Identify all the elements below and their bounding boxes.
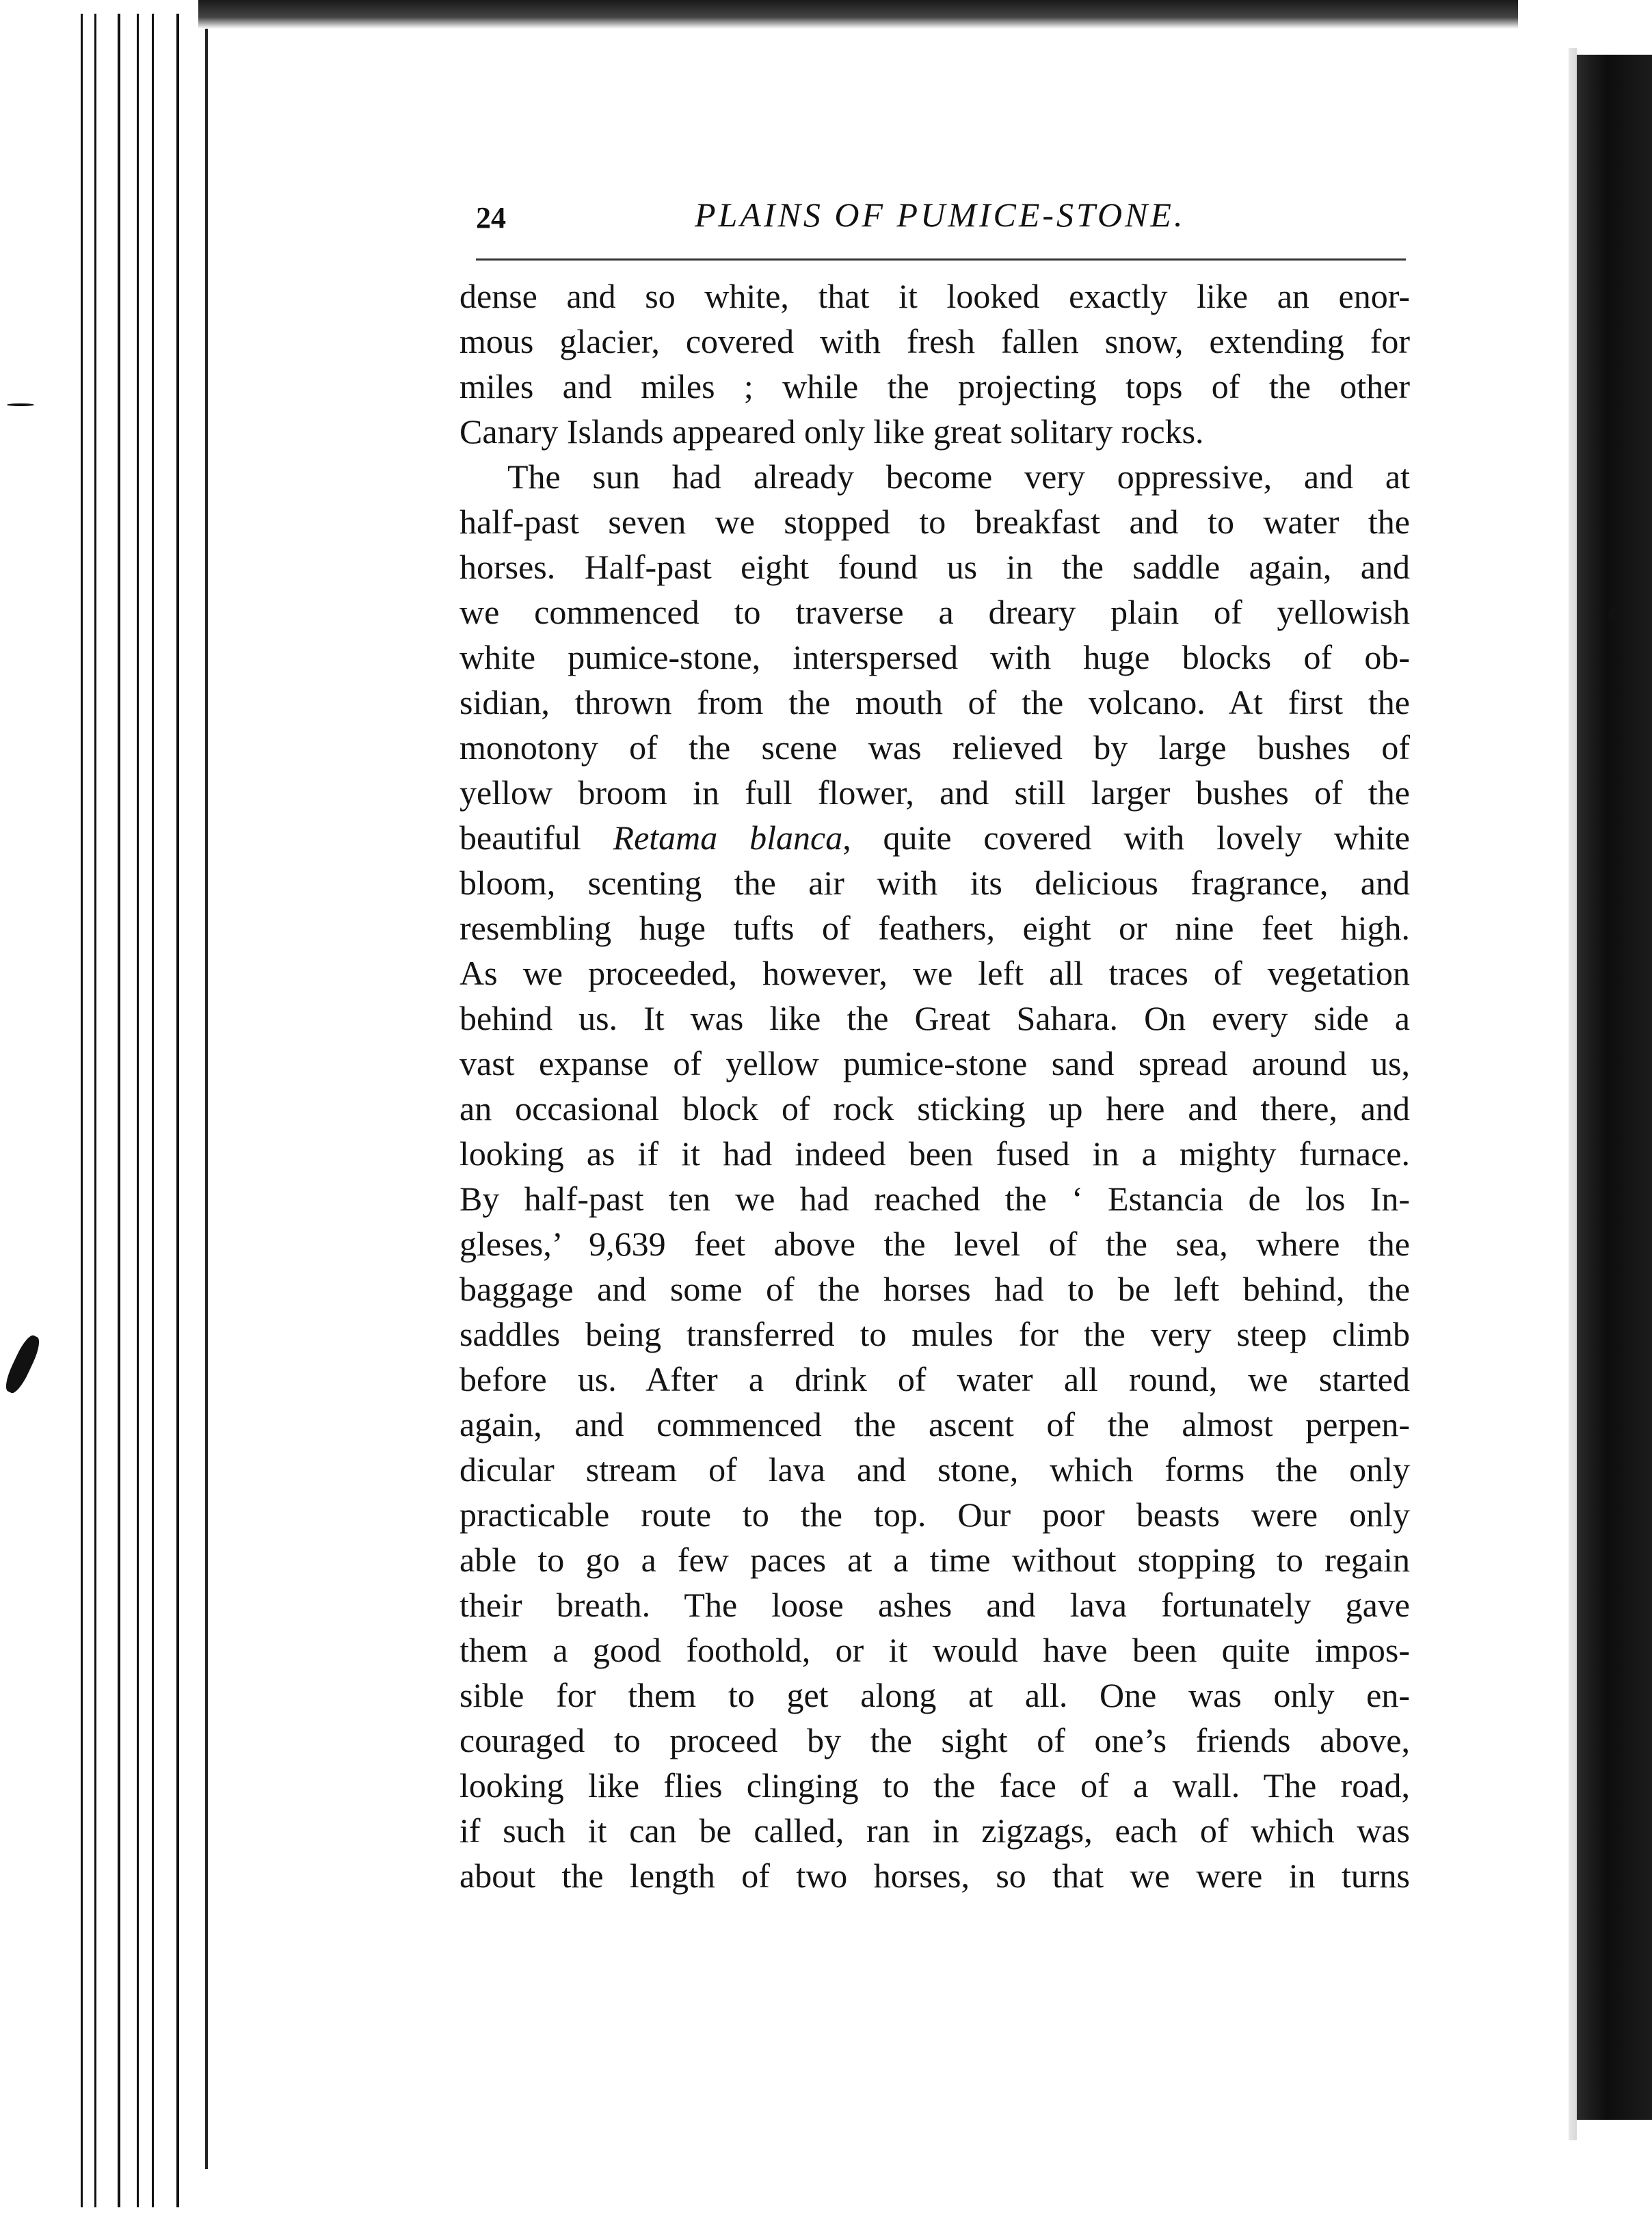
text-line: gleses,’ 9,639 feet above the level of the sea, where the	[459, 1225, 1410, 1263]
page-edge-line	[81, 14, 83, 2207]
text-line: able to go a few paces at a time without stopping to regain	[459, 1541, 1410, 1579]
body-text	[459, 274, 1410, 1898]
text-line: half-past seven we stopped to breakfast and to water the	[459, 503, 1410, 541]
text-line: white pumice-stone, interspersed with huge blocks of ob-	[459, 638, 1410, 676]
page-edge-line	[118, 14, 120, 2207]
header-rule	[476, 258, 1406, 261]
text-line: them a good foothold, or it would have been quite impos-	[459, 1631, 1410, 1669]
paragraph-first-line: The sun had already become very oppressive, and at	[507, 457, 1410, 496]
page-edge-line	[176, 14, 179, 2207]
text-line: yellow broom in full flower, and still larger bushes of the	[459, 773, 1410, 812]
text-line: sidian, thrown from the mouth of the volcano. At first the	[459, 683, 1410, 721]
text-line	[459, 815, 1410, 860]
page-edge-line	[94, 14, 96, 2207]
book-top-edge	[198, 0, 1518, 29]
text-line: dense and so white, that it looked exactly like an enor-	[459, 277, 1410, 315]
text-line: practicable route to the top. Our poor beasts were only	[459, 1495, 1410, 1534]
text-line: an occasional block of rock sticking up here and there, and	[459, 1089, 1410, 1128]
book-edge-left	[0, 0, 103, 2221]
text-line: mous glacier, covered with fresh fallen snow, extending for	[459, 322, 1410, 360]
text-line: monotony of the scene was relieved by large bushes of	[459, 728, 1410, 767]
text-line: looking like flies clinging to the face of a wall. The road,	[459, 1766, 1410, 1805]
text-line: Canary Islands appeared only like great solitary rocks.	[459, 412, 1204, 451]
text-line: about the length of two horses, so that we were in turns	[459, 1857, 1410, 1895]
page-edge-line	[152, 14, 154, 2207]
scan-speck	[1608, 607, 1619, 621]
text-line: baggage and some of the horses had to be left behind, the	[459, 1270, 1410, 1308]
text-fragment: beautiful	[459, 819, 613, 857]
text-line: couraged to proceed by the sight of one’s friends above,	[459, 1721, 1410, 1759]
italic-plant-name: Retama blanca	[613, 819, 843, 857]
text-line: saddles being transferred to mules for the very steep climb	[459, 1315, 1410, 1353]
running-title: PLAINS OF PUMICE-STONE.	[695, 196, 1186, 234]
text-line: miles and miles ; while the projecting tops of the other	[459, 367, 1410, 405]
text-line: again, and commenced the ascent of the almost perpen-	[459, 1405, 1410, 1444]
text-line: before us. After a drink of water all round, we started	[459, 1360, 1410, 1398]
text-line: if such it can be called, ran in zigzags, each of which was	[459, 1811, 1410, 1850]
page-number: 24	[476, 201, 506, 235]
text-line: their breath. The loose ashes and lava fortunately gave	[459, 1586, 1410, 1624]
page-header	[476, 195, 1399, 256]
text-line: looking as if it had indeed been fused in a mighty furnace.	[459, 1134, 1410, 1173]
text-line: By half-past ten we had reached the ‘ Estancia de los In-	[459, 1180, 1410, 1218]
book-edge-right	[1577, 55, 1652, 2120]
page-edge-line	[137, 14, 139, 2207]
text-line: resembling huge tufts of feathers, eight or nine feet high.	[459, 909, 1410, 947]
text-line: sible for them to get along at all. One was only en-	[459, 1676, 1410, 1714]
text-line: we commenced to traverse a dreary plain of yellowish	[459, 593, 1410, 631]
text-line: As we proceeded, however, we left all traces of vegetation	[459, 954, 1410, 992]
text-line: bloom, scenting the air with its delicious fragrance, and	[459, 864, 1410, 902]
text-line: horses. Half-past eight found us in the saddle again, and	[459, 548, 1410, 586]
text-line: dicular stream of lava and stone, which forms the only	[459, 1450, 1410, 1489]
scan-speck	[7, 403, 34, 406]
text-fragment: , quite covered with lovely white	[842, 819, 1410, 857]
text-line: behind us. It was like the Great Sahara. On every side a	[459, 999, 1410, 1037]
text-line: vast expanse of yellow pumice-stone sand spread around us,	[459, 1044, 1410, 1082]
